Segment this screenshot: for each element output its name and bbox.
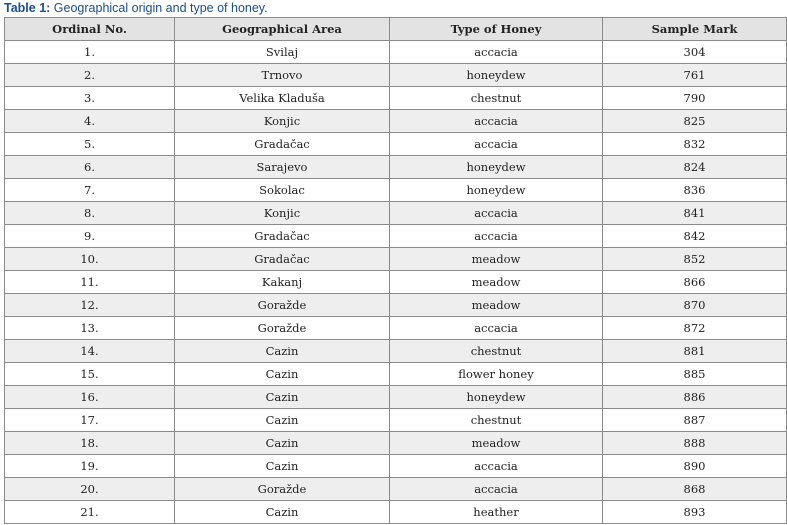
cell-geographical-area: Trnovo xyxy=(175,64,390,87)
cell-sample-mark: 842 xyxy=(603,225,787,248)
table-row xyxy=(5,248,787,271)
table-row xyxy=(5,64,787,87)
cell-sample-mark: 890 xyxy=(603,455,787,478)
cell-geographical-area: Goražde xyxy=(175,317,390,340)
cell-type-of-honey: honeydew xyxy=(390,64,603,87)
cell-type-of-honey: meadow xyxy=(390,271,603,294)
cell-ordinal-no: 7. xyxy=(5,179,175,202)
cell-geographical-area: Sarajevo xyxy=(175,156,390,179)
table-row xyxy=(5,317,787,340)
cell-ordinal-no: 16. xyxy=(5,386,175,409)
cell-geographical-area: Sokolac xyxy=(175,179,390,202)
table-row xyxy=(5,41,787,64)
cell-type-of-honey: meadow xyxy=(390,248,603,271)
cell-type-of-honey: honeydew xyxy=(390,179,603,202)
cell-ordinal-no: 19. xyxy=(5,455,175,478)
cell-type-of-honey: accacia xyxy=(390,110,603,133)
cell-geographical-area: Cazin xyxy=(175,501,390,524)
cell-ordinal-no: 20. xyxy=(5,478,175,501)
header-type-of-honey: Type of Honey xyxy=(390,18,603,41)
cell-geographical-area: Svilaj xyxy=(175,41,390,64)
cell-ordinal-no: 8. xyxy=(5,202,175,225)
caption-text: Geographical origin and type of honey. xyxy=(53,1,268,15)
cell-ordinal-no: 21. xyxy=(5,501,175,524)
table-row xyxy=(5,386,787,409)
cell-sample-mark: 866 xyxy=(603,271,787,294)
cell-ordinal-no: 9. xyxy=(5,225,175,248)
table-caption xyxy=(4,0,268,16)
cell-geographical-area: Kakanj xyxy=(175,271,390,294)
cell-ordinal-no: 15. xyxy=(5,363,175,386)
cell-type-of-honey: accacia xyxy=(390,202,603,225)
cell-sample-mark: 888 xyxy=(603,432,787,455)
cell-sample-mark: 885 xyxy=(603,363,787,386)
cell-type-of-honey: accacia xyxy=(390,41,603,64)
cell-sample-mark: 872 xyxy=(603,317,787,340)
cell-geographical-area: Goražde xyxy=(175,478,390,501)
cell-type-of-honey: heather xyxy=(390,501,603,524)
table-row xyxy=(5,110,787,133)
cell-ordinal-no: 14. xyxy=(5,340,175,363)
cell-type-of-honey: accacia xyxy=(390,317,603,340)
cell-type-of-honey: accacia xyxy=(390,455,603,478)
caption-label: Table 1: xyxy=(4,1,51,15)
cell-geographical-area: Cazin xyxy=(175,455,390,478)
cell-ordinal-no: 4. xyxy=(5,110,175,133)
cell-geographical-area: Cazin xyxy=(175,409,390,432)
cell-ordinal-no: 1. xyxy=(5,41,175,64)
cell-type-of-honey: chestnut xyxy=(390,409,603,432)
cell-sample-mark: 887 xyxy=(603,409,787,432)
cell-sample-mark: 824 xyxy=(603,156,787,179)
cell-sample-mark: 852 xyxy=(603,248,787,271)
cell-sample-mark: 836 xyxy=(603,179,787,202)
header-sample-mark: Sample Mark xyxy=(603,18,787,41)
cell-sample-mark: 868 xyxy=(603,478,787,501)
cell-ordinal-no: 12. xyxy=(5,294,175,317)
cell-sample-mark: 832 xyxy=(603,133,787,156)
cell-geographical-area: Gradačac xyxy=(175,248,390,271)
cell-ordinal-no: 5. xyxy=(5,133,175,156)
table-row xyxy=(5,363,787,386)
cell-sample-mark: 870 xyxy=(603,294,787,317)
cell-type-of-honey: chestnut xyxy=(390,340,603,363)
honey-origin-table xyxy=(4,17,787,524)
cell-geographical-area: Velika Kladuša xyxy=(175,87,390,110)
cell-geographical-area: Gradačac xyxy=(175,133,390,156)
cell-ordinal-no: 10. xyxy=(5,248,175,271)
cell-geographical-area: Konjic xyxy=(175,110,390,133)
cell-ordinal-no: 2. xyxy=(5,64,175,87)
cell-geographical-area: Cazin xyxy=(175,363,390,386)
cell-type-of-honey: chestnut xyxy=(390,87,603,110)
cell-geographical-area: Cazin xyxy=(175,340,390,363)
table-row xyxy=(5,340,787,363)
cell-sample-mark: 841 xyxy=(603,202,787,225)
cell-type-of-honey: meadow xyxy=(390,294,603,317)
table-row xyxy=(5,87,787,110)
table-body xyxy=(5,41,787,524)
cell-type-of-honey: accacia xyxy=(390,478,603,501)
cell-sample-mark: 886 xyxy=(603,386,787,409)
cell-ordinal-no: 18. xyxy=(5,432,175,455)
cell-ordinal-no: 6. xyxy=(5,156,175,179)
cell-type-of-honey: honeydew xyxy=(390,386,603,409)
cell-ordinal-no: 11. xyxy=(5,271,175,294)
cell-sample-mark: 881 xyxy=(603,340,787,363)
cell-geographical-area: Goražde xyxy=(175,294,390,317)
table-row xyxy=(5,179,787,202)
header-geographical-area: Geographical Area xyxy=(175,18,390,41)
cell-type-of-honey: accacia xyxy=(390,225,603,248)
table-row xyxy=(5,432,787,455)
cell-sample-mark: 761 xyxy=(603,64,787,87)
table-row xyxy=(5,294,787,317)
table-row xyxy=(5,133,787,156)
cell-sample-mark: 893 xyxy=(603,501,787,524)
table-header-row xyxy=(5,18,787,41)
table-row xyxy=(5,202,787,225)
cell-geographical-area: Gradačac xyxy=(175,225,390,248)
table-row xyxy=(5,478,787,501)
table-row xyxy=(5,501,787,524)
cell-type-of-honey: accacia xyxy=(390,133,603,156)
cell-sample-mark: 304 xyxy=(603,41,787,64)
cell-geographical-area: Cazin xyxy=(175,432,390,455)
cell-type-of-honey: honeydew xyxy=(390,156,603,179)
table-row xyxy=(5,455,787,478)
cell-geographical-area: Konjic xyxy=(175,202,390,225)
cell-sample-mark: 825 xyxy=(603,110,787,133)
cell-geographical-area: Cazin xyxy=(175,386,390,409)
cell-type-of-honey: meadow xyxy=(390,432,603,455)
cell-ordinal-no: 17. xyxy=(5,409,175,432)
table-row xyxy=(5,271,787,294)
cell-sample-mark: 790 xyxy=(603,87,787,110)
table-row xyxy=(5,409,787,432)
cell-ordinal-no: 13. xyxy=(5,317,175,340)
table-row xyxy=(5,156,787,179)
header-ordinal-no: Ordinal No. xyxy=(5,18,175,41)
cell-type-of-honey: flower honey xyxy=(390,363,603,386)
cell-ordinal-no: 3. xyxy=(5,87,175,110)
table-row xyxy=(5,225,787,248)
